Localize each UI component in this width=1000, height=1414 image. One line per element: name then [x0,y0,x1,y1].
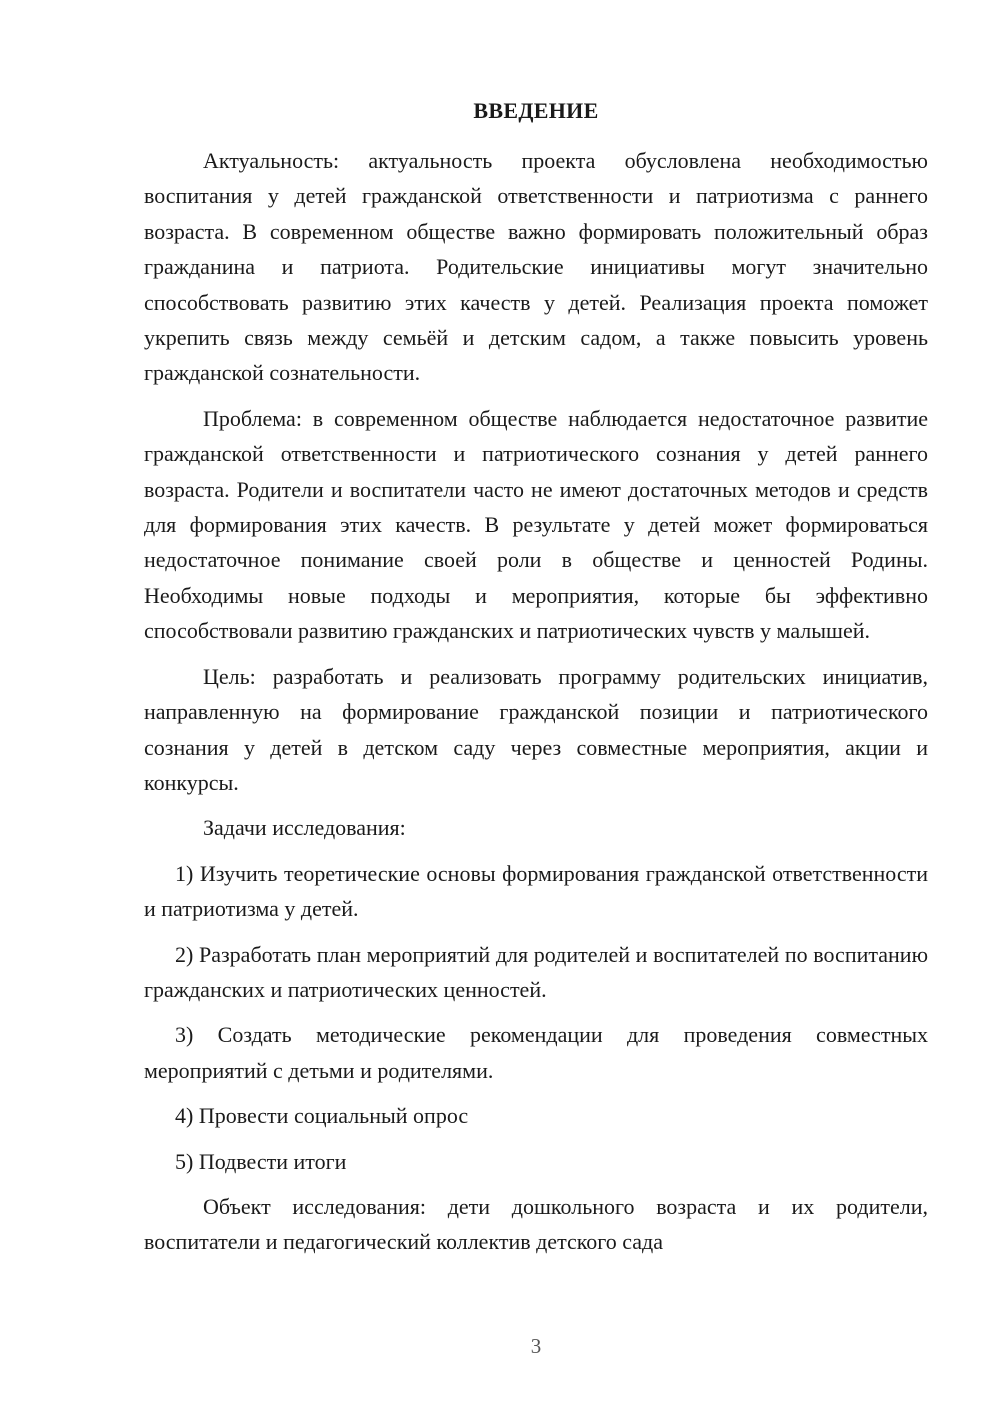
paragraph-object: Объект исследования: дети дошкольного возраста и их родители, воспитатели и педагогический коллектив детского сада [144,1193,928,1255]
paragraph-relevance: Актуальность: актуальность проекта обусловлена необходимостью воспитания у детей гражданской ответственности и патриотизма с раннего возраста. В современном обществе важно формировать положительный образ гражданина и патриота. Родительские инициативы могут значительно способствовать развитию этих качеств у детей. Реализация проекта поможет укрепить связь между семьёй и детским садом, а также повысить уровень гражданской сознательности. [144,148,928,386]
tasks-heading: Задачи исследования: [203,815,406,841]
task-item: 3) Создать методические рекомендации для проведения совместных мероприятий с детьми и родителями. [144,1022,928,1083]
task-item: 4) Провести социальный опрос [175,1103,469,1129]
paragraph-problem: Проблема: в современном обществе наблюдается недостаточное развитие гражданской ответственности и патриотического сознания у детей раннего возраста. Родители и воспитатели часто не имеют достаточных методов и средств для формирования этих качеств. В результате у детей может формироваться недостаточное понимание своей роли в обществе и ценностей Родины. Необходимы новые подходы и мероприятия, которые бы эффективно способствовали развитию гражданских и патриотических чувств у малышей. [144,405,928,644]
page-title: ВВЕДЕНИЕ [473,98,599,123]
page-number: 3 [530,1334,542,1358]
paragraph-goal: Цель: разработать и реализовать программу родительских инициатив, направленную на формирование гражданской позиции и патриотического сознания у детей в детском саду через совместные мероприятия, акции и конкурсы. [144,663,928,795]
task-item: 5) Подвести итоги [175,1148,347,1174]
task-item: 1) Изучить теоретические основы формирования гражданской ответственности и патриотизма у детей. [144,860,928,922]
document-body [144,143,928,1270]
task-item: 2) Разработать план мероприятий для родителей и воспитателей по воспитанию гражданских и патриотических ценностей. [144,941,928,1002]
